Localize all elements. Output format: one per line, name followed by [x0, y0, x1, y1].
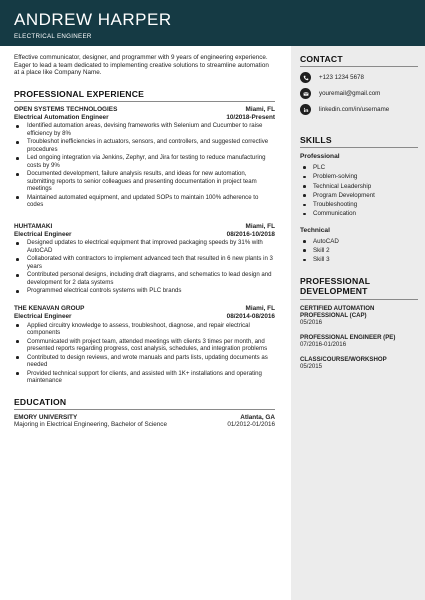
job-location: Miami, FL	[245, 304, 275, 312]
job-bullets	[14, 322, 275, 385]
list-item: Maintained automated equipment, and updated SOPs to maintain 100% adherence to codes	[14, 194, 275, 209]
professional-skills-heading: Professional	[300, 153, 340, 160]
job-entry	[14, 305, 275, 385]
list-item: Program Development	[300, 191, 418, 200]
development-heading: PROFESSIONAL DEVELOPMENT	[300, 276, 418, 300]
cert-item	[300, 356, 418, 371]
job-dates: 08/2016-10/2018	[226, 230, 275, 238]
job-role: Electrical Engineer	[14, 312, 72, 320]
job-entry	[14, 106, 275, 209]
candidate-title: ELECTRICAL ENGINEER	[14, 33, 92, 40]
job-bullets	[14, 239, 275, 295]
cert-name: CERTIFIED AUTOMATION PROFESSIONAL (CAP)	[300, 304, 375, 320]
list-item: PLC	[300, 163, 418, 172]
contact-linkedin	[300, 104, 418, 115]
job-location: Miami, FL	[245, 222, 275, 230]
cert-date: 07/2016-01/2016	[300, 341, 347, 349]
list-item: Skill 2	[300, 246, 418, 255]
phone-number: +123 1234 5678	[319, 74, 364, 81]
job-company: THE KENAVAN GROUP	[14, 304, 85, 312]
education-heading: EDUCATION	[14, 397, 275, 410]
education-dates: 01/2012-01/2016	[227, 421, 275, 429]
list-item: Designed updates to electrical equipment that improved packaging speeds by 31% with AutoCAD	[14, 239, 275, 254]
list-item: Programmed electrical controls systems with PLC brands	[14, 287, 275, 295]
email-link[interactable]: youremail@gmail.com	[319, 90, 381, 97]
job-bullets	[14, 122, 275, 209]
list-item: Communication	[300, 209, 418, 218]
linkedin-icon	[300, 104, 311, 115]
contact-phone	[300, 72, 418, 83]
skills-heading: SKILLS	[300, 135, 418, 148]
job-role: Electrical Automation Engineer	[14, 113, 109, 121]
list-item: Collaborated with contractors to implement advanced tech that resulted in 6 new plants in 3 years	[14, 255, 275, 270]
education-location: Atlanta, GA	[240, 413, 275, 421]
contact-heading: CONTACT	[300, 54, 418, 67]
cert-name: CLASS/COURSE/WORKSHOP	[300, 355, 387, 363]
list-item: Contributed to design reviews, and wrote manuals and parts lists, updating documents as needed	[14, 354, 275, 369]
cert-item	[300, 305, 418, 327]
job-role: Electrical Engineer	[14, 230, 72, 238]
technical-skills-list	[300, 237, 418, 265]
list-item: Provided technical support for clients, and assisted with 1K+ installations and operating maintenance	[14, 370, 275, 385]
list-item: Troubleshot inefficiencies in actuators, sensors, and controllers, and suggested corrective procedures	[14, 138, 275, 153]
resume-header	[0, 0, 425, 46]
education-degree: Majoring in Electrical Engineering, Bachelor of Science	[14, 421, 167, 429]
phone-icon	[300, 72, 311, 83]
list-item: Identified automation areas, devising frameworks with Selenium and Cucumber to raise efficiency by 8%	[14, 122, 275, 137]
job-dates: 10/2018-Present	[226, 113, 275, 121]
job-dates: 08/2014-08/2016	[226, 312, 275, 320]
cert-item	[300, 334, 418, 349]
experience-heading: PROFESSIONAL EXPERIENCE	[14, 89, 275, 102]
list-item: Technical Leadership	[300, 182, 418, 191]
contact-email	[300, 88, 418, 99]
cert-date: 05/2015	[300, 363, 323, 371]
professional-skills-list	[300, 163, 418, 219]
sidebar	[291, 46, 425, 600]
summary-text: Effective communicator, designer, and programmer with 9 years of engineering experience. Eager to lead a team dedicated to implementing creative solutions to streamline automation at a place like Company Name.	[14, 54, 269, 77]
list-item: Skill 3	[300, 255, 418, 264]
cert-name: PROFESSIONAL ENGINEER (PE)	[300, 333, 396, 341]
job-location: Miami, FL	[245, 105, 275, 113]
list-item: Led ongoing integration via Jenkins, Zephyr, and Jira for testing to reduce manufacturing costs by 9%	[14, 154, 275, 169]
list-item: Applied circuitry knowledge to assess, troubleshoot, diagnose, and repair electrical components	[14, 322, 275, 337]
list-item: Contributed personal designs, including draft diagrams, and schematics to lead design and development for 2 data systems	[14, 271, 275, 286]
list-item: Communicated with project team, attended meetings with clients 3 times per month, and presented reports regarding progress, cost analysis, schedules, and integration problems	[14, 338, 275, 353]
candidate-name: ANDREW HARPER	[14, 10, 172, 29]
linkedin-link[interactable]: linkedin.com/in/username	[319, 106, 390, 113]
list-item: Problem-solving	[300, 172, 418, 181]
education-school: EMORY UNIVERSITY	[14, 413, 78, 421]
list-item: Documented development, failure analysis results, and ideas for new automation, submitting reports to senior colleagues and presenting documentation in project team meetings	[14, 170, 275, 193]
mail-icon	[300, 88, 311, 99]
job-entry	[14, 223, 275, 295]
list-item: Troubleshooting	[300, 200, 418, 209]
technical-skills-heading: Technical	[300, 226, 330, 234]
list-item: AutoCAD	[300, 237, 418, 246]
cert-date: 05/2016	[300, 319, 323, 327]
main-column	[14, 54, 275, 429]
job-company: OPEN SYSTEMS TECHNOLOGIES	[14, 105, 118, 113]
job-company: HUHTAMAKI	[14, 222, 53, 230]
